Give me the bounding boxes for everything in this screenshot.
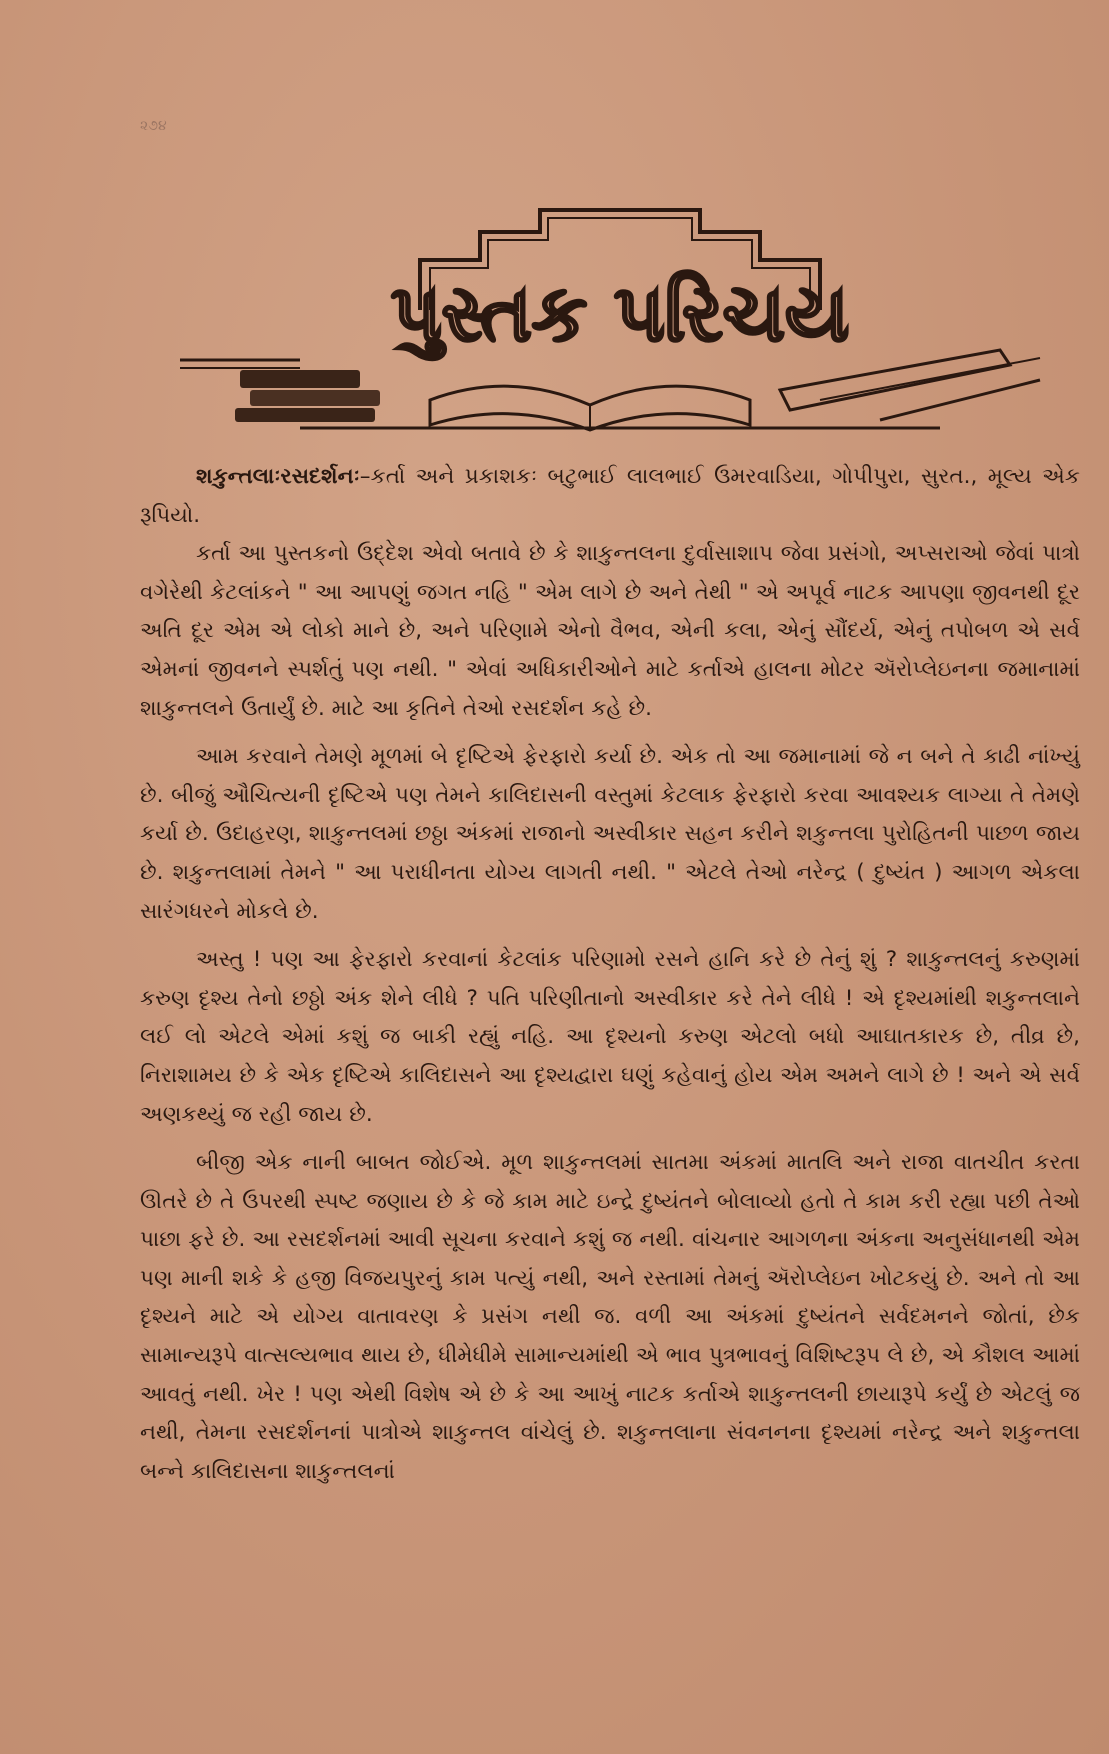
scroll-icon <box>780 350 1040 420</box>
paragraph: કર્તા આ પુસ્તકનો ઉદ્દેશ એવો બતાવે છે કે શાકુન્તલના દુર્વાસાશાપ જેવા પ્રસંગો, અપ્સરાઓ જેવાં પાત્રો વગેરેથી કેટલાંકને " આ આપણું જગત નહિ " એમ લાગે છે અને તેથી " એ અપૂર્વ નાટક આપણા જીવનથી દૂર અતિ દૂર એમ એ લોકો માને છે, અને પરિણામે એનો વૈભવ, એની કલા, એનું સૌંદર્ય, એનું તપોબળ એ સર્વ એમનાં જીવનને સ્પર્શતું પણ નથી. " એવાં અધિકારીઓને માટે કર્તાએ હાલના મોટર ઍરોપ્લેઇનના જમાનામાં શાકુન્તલને ઉતાર્યું છે. માટે આ કૃતિને તેઓ રસદર્શન કહે છે. <box>140 541 1080 721</box>
open-book-icon <box>430 386 750 430</box>
book-title: શકુન્તલાઃરસદર્શનઃ <box>196 464 360 489</box>
article-body <box>140 458 1080 1491</box>
books-icon <box>235 370 380 422</box>
page-mark: ૨૭૪ <box>140 118 167 134</box>
paragraph: બીજી એક નાની બાબત જોઈએ. મૂળ શાકુન્તલમાં સાતમા અંકમાં માતલિ અને રાજા વાતચીત કરતા ઊતરે છે તે ઉપરથી સ્પષ્ટ જણાય છે કે જે કામ માટે ઇન્દ્રે દુષ્યંતને બોલાવ્યો હતો તે કામ કરી રહ્યા પછી તેઓ પાછા ફરે છે. આ રસદર્શનમાં આવી સૂચના કરવાને કશું જ નથી. વાંચનાર આગળના અંકના અનુસંધાનથી એમ પણ માની શકે કે હજી વિજયપુરનું કામ પત્યું નથી, અને રસ્તામાં તેમનું ઍરોપ્લેઇન ખોટકયું છે. અને તો આ દૃશ્યને માટે એ યોગ્ય વાતાવરણ કે પ્રસંગ નથી જ. વળી આ અંકમાં દુષ્યંતને સર્વદમનને જોતાં, છેક સામાન્યરૂપે વાત્સલ્યભાવ થાય છે, ધીમેધીમે સામાન્યમાંથી એ ભાવ પુત્રભાવનું વિશિષ્ટરૂપ લે છે, એ કૌશલ આમાં આવતું નથી. ખેર ! પણ એથી વિશેષ એ છે કે આ આખું નાટક કર્તાએ શાકુન્તલની છાયારૂપે કર્યું છે એટલું જ નથી, તેમના રસદર્શનનાં પાત્રોએ શાકુન્તલ વાંચેલું છે. શકુન્તલાના સંવનનના દૃશ્યમાં નરેન્દ્ર અને શકુન્તલા બન્ને કાલિદાસના શાકુન્તલનાં <box>140 1150 1080 1484</box>
book-meta: –કર્તા અને પ્રકાશકઃ બટુભાઈ લાલભાઈ ઉમરવાડિયા, ગોપીપુરા, સુરત., મૂલ્ય એક રૂપિયો. <box>140 464 1080 528</box>
paragraph: આમ કરવાને તેમણે મૂળમાં બે દૃષ્ટિએ ફેરફારો કર્યા છે. એક તો આ જમાનામાં જે ન બને તે કાઢી નાંખ્યું છે. બીજું ઔચિત્યની દૃષ્ટિએ પણ તેમને કાલિદાસની વસ્તુમાં કેટલાક ફેરફારો કરવા આવશ્યક લાગ્યા તે તેમણે કર્યા છે. ઉદાહરણ, શાકુન્તલમાં છઠ્ઠા અંકમાં રાજાનો અસ્વીકાર સહન કરીને શકુન્તલા પુરોહિતની પાછળ જાય છે. શકુન્તલામાં તેમને " આ પરાધીનતા યોગ્ય લાગતી નથી. " એટલે તેઓ નરેન્દ્ર ( દુષ્યંત ) આગળ એકલા સારંગધરને મોકલે છે. <box>140 744 1080 924</box>
header-illustration <box>180 200 1060 450</box>
review-heading <box>140 458 1080 535</box>
paragraph: અસ્તુ ! પણ આ ફેરફારો કરવાનાં કેટલાંક પરિણામો રસને હાનિ કરે છે તેનું શું ? શાકુન્તલનું કરુણમાં કરુણ દૃશ્ય તેનો છઠ્ઠો અંક શેને લીધે ? પતિ પરિણીતાનો અસ્વીકાર કરે તેને લીધે ! એ દૃશ્યમાંથી શકુન્તલાને લઈ લો એટલે એમાં કશું જ બાકી રહ્યું નહિ. આ દૃશ્યનો કરુણ એટલો બધો આઘાતકારક છે, તીવ્ર છે, નિરાશામય છે કે એક દૃષ્ટિએ કાલિદાસને આ દૃશ્યદ્વારા ઘણું કહેવાનું હોય એમ અમને લાગે છે ! અને એ સર્વ અણકથ્યું જ રહી જાય છે. <box>140 947 1080 1127</box>
header-title: પુસ્તક પરિચય <box>390 269 850 359</box>
